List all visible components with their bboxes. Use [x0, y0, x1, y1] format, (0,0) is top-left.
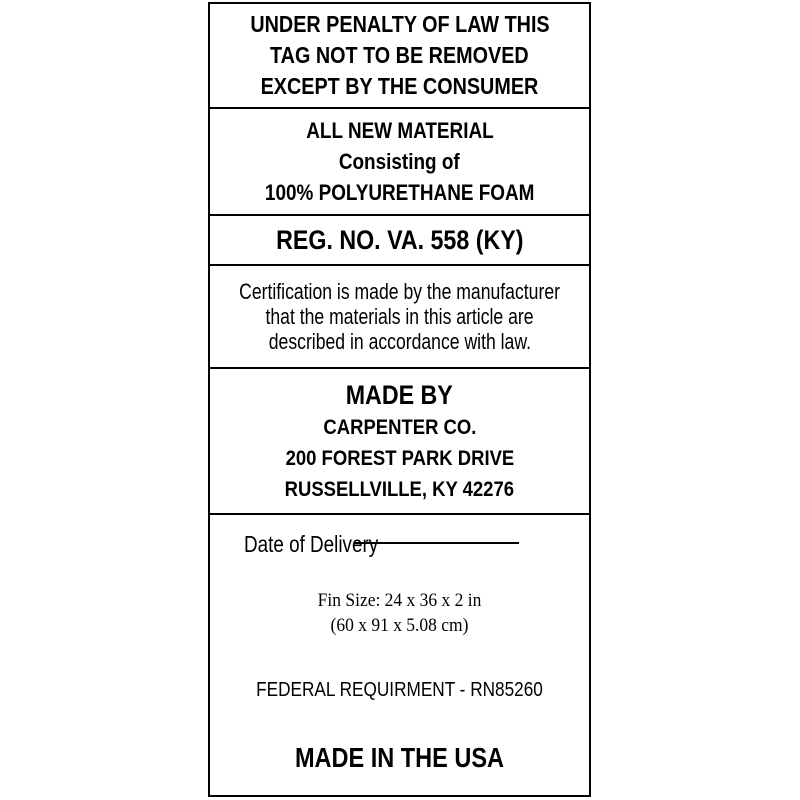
delivery-row — [244, 529, 408, 559]
material-line-1: ALL NEW MATERIAL — [305, 118, 494, 143]
warning-line-1: UNDER PENALTY OF LAW THIS — [249, 11, 550, 37]
manufacturer-section — [210, 369, 589, 515]
certification-line-1: Certification is made by the manufacturer — [239, 279, 560, 304]
law-tag — [208, 2, 591, 797]
material-section — [210, 109, 589, 216]
made-by-heading: MADE BY — [345, 379, 454, 410]
federal-requirement: FEDERAL REQUIRMENT - RN85260 — [256, 679, 543, 701]
warning-line-3: EXCEPT BY THE CONSUMER — [260, 73, 539, 99]
warning-line-2: TAG NOT TO BE REMOVED — [270, 42, 529, 68]
made-in-usa: MADE IN THE USA — [294, 742, 505, 773]
fin-size: Fin Size: 24 x 36 x 2 in — [317, 590, 482, 611]
manufacturer-city: RUSSELLVILLE, KY 42276 — [284, 477, 515, 501]
certification-line-2: that the materials in this article are — [265, 304, 534, 329]
fin-size-block — [210, 588, 589, 638]
certification-line-3: described in accordance with law. — [268, 329, 531, 354]
warning-section — [210, 4, 589, 109]
material-line-3: 100% POLYURETHANE FOAM — [264, 180, 535, 205]
delivery-date-blank-line — [354, 542, 519, 544]
registration-number: REG. NO. VA. 558 (KY) — [275, 225, 524, 255]
manufacturer-name: CARPENTER CO. — [322, 415, 476, 439]
certification-section — [210, 266, 589, 369]
origin-block — [210, 741, 589, 775]
federal-requirement-block — [210, 677, 589, 703]
delivery-label: Date of Delivery — [244, 531, 379, 557]
details-section — [210, 515, 589, 795]
manufacturer-street: 200 FOREST PARK DRIVE — [285, 446, 514, 470]
material-line-2: Consisting of — [339, 149, 460, 174]
fin-size-metric: (60 x 91 x 5.08 cm) — [330, 615, 469, 636]
registration-section — [210, 216, 589, 266]
